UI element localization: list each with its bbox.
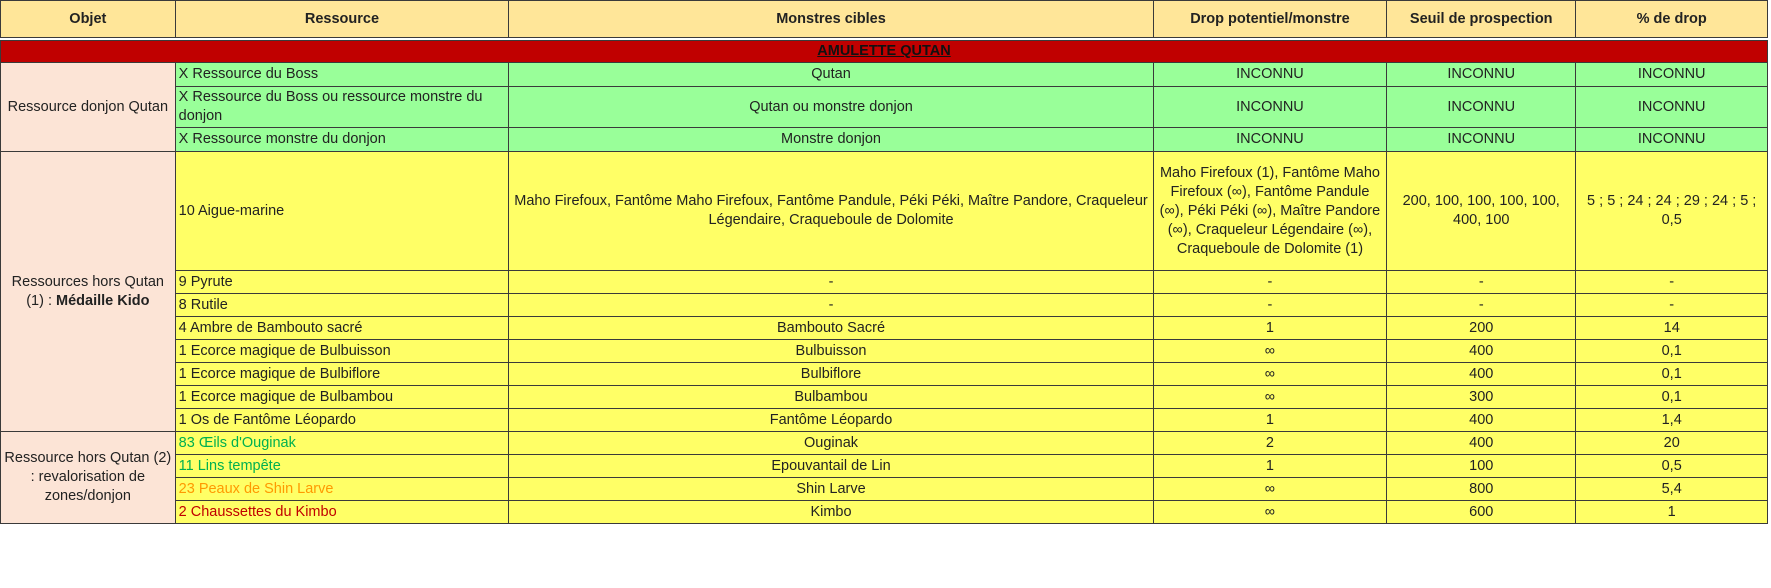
- table-row: [1, 432, 1768, 455]
- group-label-medaille-kido: [1, 152, 176, 432]
- header-objet: Objet: [1, 1, 176, 38]
- header-drop-potentiel: Drop potentiel/monstre: [1153, 1, 1386, 38]
- table-row: [1, 478, 1768, 501]
- cell-drop: 1: [1153, 317, 1386, 340]
- cell-pct: 20: [1576, 432, 1768, 455]
- table-row: [1, 87, 1768, 128]
- cell-monstres: Shin Larve: [509, 478, 1154, 501]
- table-row: [1, 152, 1768, 271]
- cell-drop: INCONNU: [1153, 128, 1386, 152]
- table-row: [1, 386, 1768, 409]
- table-row: [1, 63, 1768, 87]
- cell-pct: 0,5: [1576, 455, 1768, 478]
- cell-drop: 2: [1153, 432, 1386, 455]
- cell-seuil: -: [1387, 271, 1576, 294]
- cell-seuil: 600: [1387, 501, 1576, 524]
- cell-seuil: 100: [1387, 455, 1576, 478]
- cell-ressource: X Ressource du Boss ou ressource monstre du donjon: [175, 87, 509, 128]
- cell-seuil: 400: [1387, 409, 1576, 432]
- cell-pct: 5,4: [1576, 478, 1768, 501]
- cell-seuil: 400: [1387, 432, 1576, 455]
- header-ressource: Ressource: [175, 1, 509, 38]
- table-row: [1, 340, 1768, 363]
- cell-ressource: X Ressource monstre du donjon: [175, 128, 509, 152]
- table-row: [1, 271, 1768, 294]
- header-pct-drop: % de drop: [1576, 1, 1768, 38]
- group-label-donjon: Ressource donjon Qutan: [1, 63, 176, 152]
- header-row: [1, 1, 1768, 38]
- cell-seuil: 800: [1387, 478, 1576, 501]
- cell-monstres: Epouvantail de Lin: [509, 455, 1154, 478]
- table-row: [1, 409, 1768, 432]
- cell-monstres: -: [509, 271, 1154, 294]
- group-label-bold: Médaille Kido: [56, 292, 150, 309]
- group-label-prefix: Ressources hors Qutan (1) :: [11, 273, 164, 309]
- cell-ressource: 9 Pyrute: [175, 271, 509, 294]
- cell-ressource: 4 Ambre de Bambouto sacré: [175, 317, 509, 340]
- group-label-revalorisation: Ressource hors Qutan (2) : revalorisation de zones/donjon: [1, 432, 176, 524]
- cell-monstres: Ouginak: [509, 432, 1154, 455]
- cell-monstres: Kimbo: [509, 501, 1154, 524]
- cell-drop: 1: [1153, 455, 1386, 478]
- cell-drop: ∞: [1153, 340, 1386, 363]
- cell-pct: -: [1576, 294, 1768, 317]
- cell-monstres: Bulbambou: [509, 386, 1154, 409]
- cell-ressource: 11 Lins tempête: [175, 455, 509, 478]
- cell-drop: ∞: [1153, 501, 1386, 524]
- cell-drop: INCONNU: [1153, 63, 1386, 87]
- cell-monstres: Qutan: [509, 63, 1154, 87]
- cell-pct: 0,1: [1576, 386, 1768, 409]
- cell-drop: -: [1153, 271, 1386, 294]
- cell-seuil: INCONNU: [1387, 128, 1576, 152]
- table-row: [1, 455, 1768, 478]
- cell-ressource: 1 Ecorce magique de Bulbuisson: [175, 340, 509, 363]
- cell-pct: 14: [1576, 317, 1768, 340]
- table-row: [1, 501, 1768, 524]
- cell-monstres: Bulbiflore: [509, 363, 1154, 386]
- cell-pct: 0,1: [1576, 340, 1768, 363]
- cell-seuil: -: [1387, 294, 1576, 317]
- table-row: [1, 294, 1768, 317]
- cell-drop: -: [1153, 294, 1386, 317]
- cell-drop: ∞: [1153, 478, 1386, 501]
- cell-drop: ∞: [1153, 363, 1386, 386]
- cell-drop: INCONNU: [1153, 87, 1386, 128]
- section-title-row: [1, 41, 1768, 63]
- cell-ressource: 1 Ecorce magique de Bulbambou: [175, 386, 509, 409]
- cell-monstres: Bambouto Sacré: [509, 317, 1154, 340]
- cell-drop: Maho Firefoux (1), Fantôme Maho Firefoux (∞), Fantôme Pandule (∞), Péki Péki (∞), Maître Pandore (∞), Craqueleur Légendaire (∞), Craqueboule de Dolomite (1): [1153, 152, 1386, 271]
- cell-ressource: 10 Aigue-marine: [175, 152, 509, 271]
- cell-ressource: 83 Œils d'Ouginak: [175, 432, 509, 455]
- cell-monstres: -: [509, 294, 1154, 317]
- cell-pct: INCONNU: [1576, 128, 1768, 152]
- table-row: [1, 317, 1768, 340]
- header-seuil-prospection: Seuil de prospection: [1387, 1, 1576, 38]
- cell-pct: INCONNU: [1576, 63, 1768, 87]
- cell-ressource: 1 Ecorce magique de Bulbiflore: [175, 363, 509, 386]
- cell-ressource: 2 Chaussettes du Kimbo: [175, 501, 509, 524]
- cell-ressource: 8 Rutile: [175, 294, 509, 317]
- cell-seuil: 200: [1387, 317, 1576, 340]
- cell-ressource: 1 Os de Fantôme Léopardo: [175, 409, 509, 432]
- cell-drop: ∞: [1153, 386, 1386, 409]
- cell-pct: 5 ; 5 ; 24 ; 24 ; 29 ; 24 ; 5 ; 0,5: [1576, 152, 1768, 271]
- cell-seuil: 200, 100, 100, 100, 100, 400, 100: [1387, 152, 1576, 271]
- cell-monstres: Monstre donjon: [509, 128, 1154, 152]
- cell-seuil: 400: [1387, 363, 1576, 386]
- cell-pct: 1,4: [1576, 409, 1768, 432]
- cell-pct: 0,1: [1576, 363, 1768, 386]
- table-row: [1, 128, 1768, 152]
- cell-seuil: INCONNU: [1387, 63, 1576, 87]
- section-title: AMULETTE QUTAN: [1, 41, 1768, 63]
- cell-monstres: Bulbuisson: [509, 340, 1154, 363]
- cell-seuil: 400: [1387, 340, 1576, 363]
- cell-ressource: 23 Peaux de Shin Larve: [175, 478, 509, 501]
- cell-pct: 1: [1576, 501, 1768, 524]
- cell-drop: 1: [1153, 409, 1386, 432]
- cell-pct: INCONNU: [1576, 87, 1768, 128]
- cell-pct: -: [1576, 271, 1768, 294]
- cell-seuil: INCONNU: [1387, 87, 1576, 128]
- cell-monstres: Qutan ou monstre donjon: [509, 87, 1154, 128]
- cell-seuil: 300: [1387, 386, 1576, 409]
- header-monstres-cibles: Monstres cibles: [509, 1, 1154, 38]
- cell-monstres: Fantôme Léopardo: [509, 409, 1154, 432]
- cell-ressource: X Ressource du Boss: [175, 63, 509, 87]
- table-row: [1, 363, 1768, 386]
- cell-monstres: Maho Firefoux, Fantôme Maho Firefoux, Fantôme Pandule, Péki Péki, Maître Pandore, Craqueleur Légendaire, Craqueboule de Dolomite: [509, 152, 1154, 271]
